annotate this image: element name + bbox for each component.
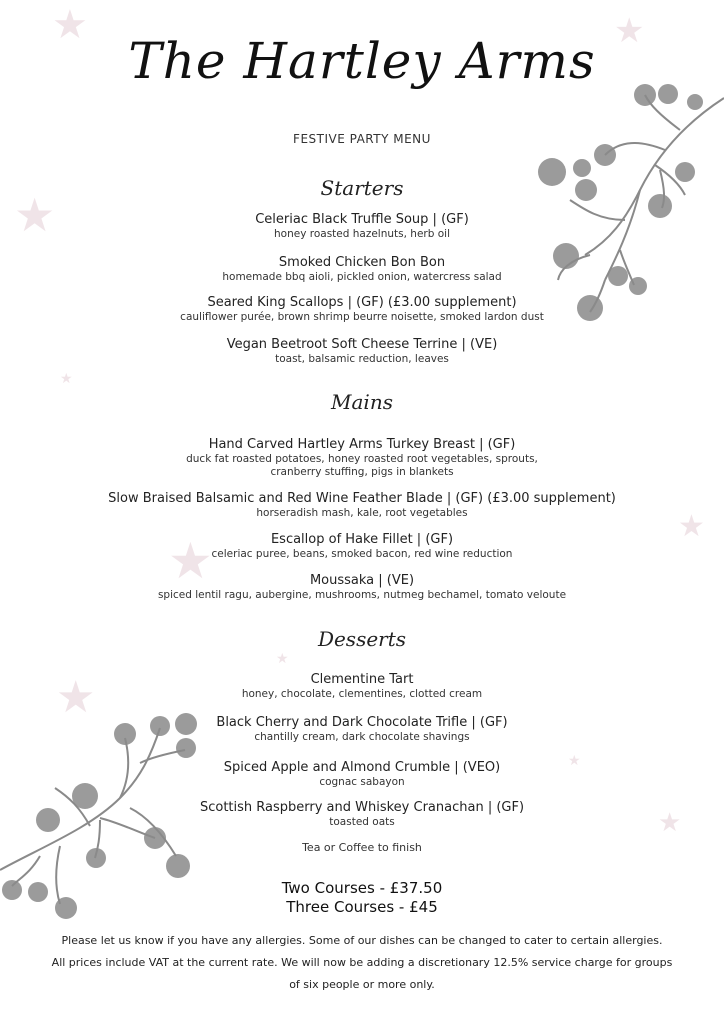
menu-item-name: Black Cherry and Dark Chocolate Trifle | (GF) — [216, 715, 508, 730]
menu-item-name: Moussaka | (VE) — [309, 573, 415, 588]
menu-item-desc: horseradish mash, kale, root vegetables — [256, 507, 468, 519]
service-note: of six people or more only. — [289, 978, 435, 991]
star-icon: ★ — [568, 753, 581, 769]
star-icon: ★ — [60, 371, 73, 387]
menu-item — [0, 336, 724, 366]
menu-item — [0, 254, 724, 284]
menu-item — [0, 572, 724, 602]
menu-item — [0, 436, 724, 479]
star-icon: ★ — [52, 2, 88, 48]
menu-item-name: Vegan Beetroot Soft Cheese Terrine | (VE) — [226, 337, 498, 352]
menu-item-desc: chantilly cream, dark chocolate shavings — [254, 731, 470, 743]
menu-item — [0, 714, 724, 744]
restaurant-name: The Hartley Arms — [128, 32, 596, 90]
menu-item-desc: cauliflower purée, brown shrimp beurre noisette, smoked lardon dust — [180, 311, 544, 323]
finish-note: Tea or Coffee to finish — [302, 841, 422, 854]
star-icon: ★ — [678, 509, 705, 544]
three-courses-price: Three Courses - £45 — [286, 898, 438, 916]
menu-title: FESTIVE PARTY MENU — [293, 132, 431, 146]
menu-item-desc: toast, balsamic reduction, leaves — [275, 353, 449, 365]
menu-item — [0, 211, 724, 241]
menu-item-name: Seared King Scallops | (GF) (£3.00 supplement) — [207, 295, 517, 310]
menu-item — [0, 759, 724, 789]
menu-item-desc: spiced lentil ragu, aubergine, mushrooms, nutmeg bechamel, tomato veloute — [157, 589, 567, 601]
pricing — [0, 879, 724, 917]
starters-heading: Starters — [320, 176, 404, 200]
menu-item-name: Hand Carved Hartley Arms Turkey Breast | (GF) — [208, 437, 516, 452]
star-icon: ★ — [168, 532, 213, 590]
star-icon: ★ — [14, 188, 56, 242]
desserts-heading: Desserts — [317, 627, 407, 651]
menu-item — [0, 531, 724, 561]
two-courses-price: Two Courses - £37.50 — [281, 879, 443, 897]
menu-item-name: Spiced Apple and Almond Crumble | (VEO) — [223, 760, 501, 775]
menu-item — [0, 671, 724, 701]
vat-note: All prices include VAT at the current rate. We will now be adding a discretionary 12.5% service charge for groups — [51, 956, 673, 969]
star-icon: ★ — [276, 651, 289, 667]
menu-item-name: Clementine Tart — [310, 672, 414, 687]
mains-heading: Mains — [331, 390, 393, 414]
berry-branch-icon — [530, 80, 724, 330]
menu-item-desc: honey, chocolate, clementines, clotted cream — [241, 688, 483, 700]
menu-item-name: Celeriac Black Truffle Soup | (GF) — [255, 212, 469, 227]
menu-item-desc: celeriac puree, beans, smoked bacon, red wine reduction — [211, 548, 513, 560]
star-icon: ★ — [56, 672, 96, 723]
menu-item-name: Scottish Raspberry and Whiskey Cranachan | (GF) — [199, 800, 525, 815]
menu-item-desc: honey roasted hazelnuts, herb oil — [274, 228, 450, 240]
menu-item-desc: cognac sabayon — [319, 776, 405, 788]
menu-item-desc: toasted oats — [329, 816, 395, 828]
star-icon: ★ — [658, 808, 682, 838]
footer-notes — [30, 930, 694, 996]
menu-item — [0, 490, 724, 520]
menu-item-name: Smoked Chicken Bon Bon — [278, 255, 446, 270]
menu-item — [0, 294, 724, 324]
menu-item-name: Slow Braised Balsamic and Red Wine Feather Blade | (GF) (£3.00 supplement) — [108, 491, 616, 506]
menu-item-desc: duck fat roasted potatoes, honey roasted root vegetables, sprouts, cranberry stuffing, pigs in blankets — [186, 453, 538, 478]
allergy-note: Please let us know if you have any allergies. Some of our dishes can be changed to cater to certain allergies. — [61, 934, 663, 947]
menu-item-name: Escallop of Hake Fillet | (GF) — [270, 532, 454, 547]
menu-item — [0, 799, 724, 829]
star-icon: ★ — [614, 11, 645, 51]
menu-item-desc: homemade bbq aioli, pickled onion, watercress salad — [222, 271, 502, 283]
